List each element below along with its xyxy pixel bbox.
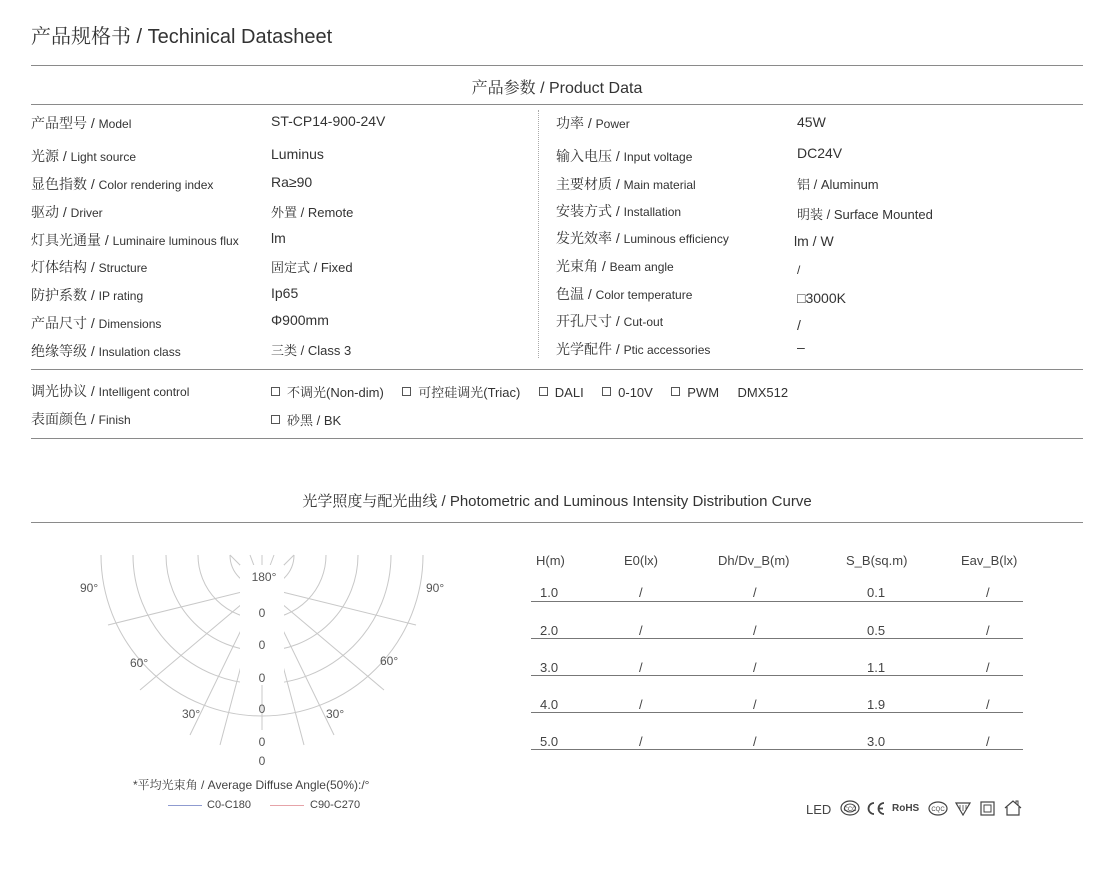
spec-label-insulation: 绝缘等级 / Insulation class (31, 343, 181, 359)
divider (31, 438, 1083, 439)
led-mark: LED (806, 802, 832, 817)
table-header: E0(lx) (624, 553, 658, 568)
table-cell: / (753, 660, 757, 675)
spec-value-cri: Ra≥90 (271, 174, 313, 190)
angle-label-30-right: 30° (326, 707, 345, 721)
table-cell: / (753, 697, 757, 712)
checkbox-icon (271, 387, 280, 396)
rohs-icon: RoHS (892, 803, 920, 814)
legend-label-c90: C90-C270 (310, 799, 361, 811)
table-row-divider (531, 675, 1023, 676)
spec-label-ip-rating: 防护系数 / IP rating (31, 287, 144, 303)
table-cell: 3.0 (540, 660, 559, 675)
spec-value-input-voltage: DC24V (797, 145, 843, 161)
spec-value-structure: 固定式 / Fixed (271, 260, 353, 275)
legend-label-c0: C0-C180 (207, 799, 252, 811)
spec-value-color-temperature: □3000K (797, 290, 846, 306)
table-cell: 4.0 (540, 697, 559, 712)
table-cell: / (986, 623, 990, 638)
spec-label-cri: 显色指数 / Color rendering index (31, 176, 214, 192)
legend-line-c90 (270, 805, 304, 806)
spec-value-power: 45W (797, 114, 826, 130)
table-header: Dh/Dv_B(m) (718, 553, 790, 568)
divider (31, 65, 1083, 66)
spec-value-beam-angle: / (797, 263, 801, 277)
table-row-divider (531, 749, 1023, 750)
spec-label-finish: 表面颜色 / Finish (31, 411, 131, 427)
table-cell: 3.0 (867, 734, 886, 749)
legend-line-c0 (168, 805, 202, 806)
spec-label-main-material: 主要材质 / Main material (556, 176, 696, 192)
spec-value-installation: 明装 / Surface Mounted (797, 207, 933, 222)
table-header: Eav_B(lx) (961, 553, 1018, 568)
average-diffuse-angle-caption: *平均光束角 / Average Diffuse Angle(50%):/° (133, 778, 370, 792)
table-cell: / (639, 697, 643, 712)
table-cell: / (753, 623, 757, 638)
photometric-heading: 光学照度与配光曲线 / Photometric and Luminous Intensity Distribution Curve (302, 493, 812, 510)
polar-distribution-diagram (70, 540, 460, 770)
spec-label-light-source: 光源 / Light source (31, 148, 137, 164)
radial-label: 0 (258, 702, 266, 716)
control-option[interactable]: DALI (539, 385, 584, 400)
table-header: S_B(sq.m) (846, 553, 908, 568)
spec-label-luminous-efficiency: 发光效率 / Luminous efficiency (556, 230, 729, 246)
finish-option[interactable]: 砂黑 / BK (271, 410, 341, 429)
spec-value-insulation: 三类 / Class 3 (271, 343, 352, 358)
cqc-icon (928, 801, 948, 816)
spec-label-model: 产品型号 / Model (31, 115, 132, 131)
table-cell: 0.5 (867, 623, 886, 638)
control-option[interactable]: 可控硅调光(Triac) (402, 382, 520, 401)
spec-value-light-source: Luminus (271, 146, 324, 162)
radial-label: 0 (258, 606, 266, 620)
indoor-use-icon (1003, 799, 1023, 817)
table-cell: 1.9 (867, 697, 886, 712)
table-cell: / (986, 697, 990, 712)
angle-label-60-left: 60° (130, 656, 149, 670)
table-row-divider (531, 601, 1023, 602)
table-cell: 1.0 (540, 585, 559, 600)
checkbox-icon (671, 387, 680, 396)
spec-label-structure: 灯体结构 / Structure (31, 259, 148, 275)
table-cell: / (986, 660, 990, 675)
ccc-icon (840, 800, 860, 816)
angle-label-90-left: 90° (80, 581, 99, 595)
table-row-divider (531, 712, 1023, 713)
table-cell: / (639, 734, 643, 749)
divider (31, 522, 1083, 523)
table-cell: / (986, 585, 990, 600)
class-ii-icon (980, 801, 995, 816)
spec-value-accessories: – (797, 339, 805, 355)
spec-label-color-temperature: 色温 / Color temperature (556, 286, 693, 302)
spec-value-cut-out: / (797, 317, 801, 333)
radial-label: 0 (258, 671, 266, 685)
divider (31, 369, 1083, 370)
ce-icon (866, 801, 886, 816)
spec-value-main-material: 铝 / Aluminum (797, 177, 879, 192)
spec-label-power: 功率 / Power (556, 115, 630, 131)
control-option[interactable]: 不调光(Non-dim) (271, 382, 384, 401)
control-option[interactable]: 0-10V (602, 385, 653, 400)
spec-label-dimensions: 产品尺寸 / Dimensions (31, 315, 162, 331)
table-cell: / (639, 585, 643, 600)
page-title: 产品规格书 / Techinical Datasheet (31, 26, 333, 48)
svg-text:CQC: CQC (931, 807, 945, 813)
spec-label-installation: 安装方式 / Installation (556, 203, 682, 219)
spec-label-driver: 驱动 / Driver (31, 204, 103, 220)
table-cell: / (986, 734, 990, 749)
spec-value-dimensions: Φ900mm (271, 312, 329, 328)
table-cell: / (639, 623, 643, 638)
product-data-heading: 产品参数 / Product Data (471, 80, 643, 97)
table-cell: 2.0 (540, 623, 559, 638)
spec-value-ip-rating: Ip65 (271, 285, 299, 301)
table-row-divider (531, 638, 1023, 639)
table-cell: / (753, 585, 757, 600)
table-cell: / (639, 660, 643, 675)
control-options (271, 382, 802, 402)
control-option[interactable]: PWM (671, 385, 719, 400)
spec-value-driver: 外置 / Remote (271, 205, 354, 220)
table-header: H(m) (536, 553, 565, 568)
svg-text:CCC: CCC (843, 807, 857, 813)
table-cell: 5.0 (540, 734, 559, 749)
column-divider (538, 110, 539, 358)
angle-label-60-right: 60° (380, 654, 399, 668)
spec-value-luminous-efficiency: lm / W (794, 233, 834, 249)
table-cell: 0.1 (867, 585, 886, 600)
checkbox-icon (539, 387, 548, 396)
spec-label-beam-angle: 光束角 / Beam angle (556, 258, 674, 274)
angle-label-90-right: 90° (426, 581, 445, 595)
spec-label-luminous-flux: 灯具光通量 / Luminaire luminous flux (31, 232, 239, 248)
spec-label-input-voltage: 输入电压 / Input voltage (556, 148, 693, 164)
radial-label: 0 (258, 735, 266, 749)
checkbox-icon (271, 415, 280, 424)
class-iii-icon (955, 801, 971, 816)
radial-label: 0 (258, 638, 266, 652)
angle-label-30-left: 30° (182, 707, 201, 721)
spec-value-luminous-flux: lm (271, 230, 286, 246)
spec-label-intelligent-control: 调光协议 / Intelligent control (31, 383, 190, 399)
checkbox-icon (402, 387, 411, 396)
angle-label-180: 180° (251, 570, 277, 584)
divider (31, 104, 1083, 105)
control-option: DMX512 (737, 385, 789, 400)
spec-value-model: ST-CP14-900-24V (271, 113, 386, 129)
spec-label-cut-out: 开孔尺寸 / Cut-out (556, 313, 664, 329)
radial-label: 0 (258, 754, 266, 768)
table-cell: / (753, 734, 757, 749)
table-cell: 1.1 (867, 660, 886, 675)
spec-label-accessories: 光学配件 / Ptic accessories (556, 341, 711, 357)
checkbox-icon (602, 387, 611, 396)
finish-options (271, 410, 355, 430)
